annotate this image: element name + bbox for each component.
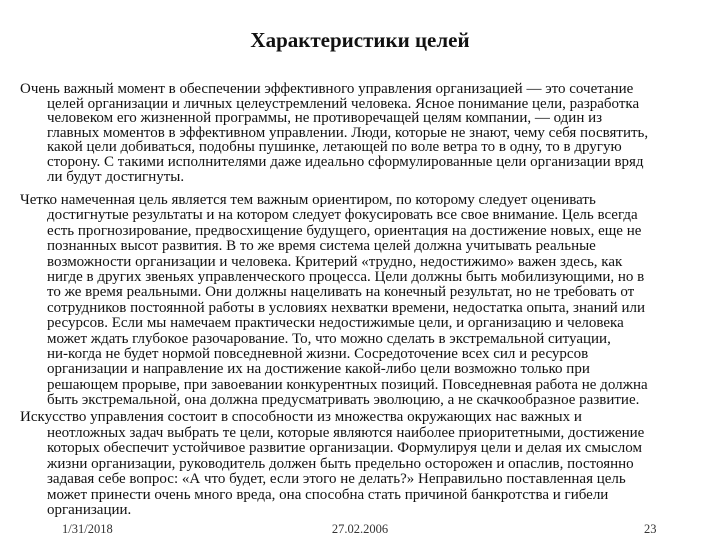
paragraph-line: решающем прорыве, при завоевании конкурентных позиций. Повседневная работа не должна	[47, 376, 648, 393]
footer-date-left: 1/31/2018	[62, 522, 113, 536]
paragraph-line: которых обеспечит устойчивое развитие организации. Формулируя цели и делая их смыслом	[47, 440, 642, 456]
paragraph-first-line: Четко намеченная цель является тем важным ориентиром, по которому следует оценивать	[20, 192, 596, 208]
paragraph-line: есть прогнозирование, предвосхищение будущего, ориентация на достижение новых, еще не	[47, 222, 642, 239]
slide-title: Характеристики целей	[250, 28, 470, 52]
paragraph-line: ли будут достигнуты.	[47, 168, 185, 185]
paragraph-line: главных моментов в эффективном управлении. Люди, которые не знают, чему себя посвятить,	[47, 124, 649, 141]
paragraph-first-line: Искусство управления состоит в способности из множества окружающих нас важных и	[20, 409, 582, 425]
footer-page-number: 23	[644, 522, 657, 536]
paragraph-line: то же время реальными. Они должны нацеливать на конечный результат, но не требовать от	[47, 284, 635, 301]
paragraph-line: сотрудников постоянной работы в условиях нехватки времени, недостатка опыта, знаний или	[47, 299, 646, 316]
paragraph-line: может принести очень много вреда, она способна стать причиной банкротства и гибели	[47, 486, 609, 503]
paragraph-line: целей организации и личных целеустремлений человека. Ясное понимание цели, разработка	[47, 95, 640, 112]
paragraph-line: достигнутые результаты и на котором следует фокусировать все свое внимание. Цель всегда	[47, 207, 638, 224]
paragraph-line: возможности организации и человека. Критерий «трудно, недостижимо» важен здесь, как	[47, 253, 623, 270]
paragraph-line: познанных высот развития. В то же время система целей должна учитывать реальные	[47, 238, 596, 255]
paragraph-line: организации.	[47, 502, 132, 518]
footer-date-center: 27.02.2006	[331, 522, 389, 536]
paragraph-line: ресурсов. Если мы намечаем практически недостижимые цели, и организацию и человека	[47, 315, 624, 332]
paragraph-line: неотложных задач выбрать те цели, которые являются наиболее приоритетными, достижение	[47, 424, 645, 441]
paragraph-first-line: Очень важный момент в обеспечении эффективного управления организацией — это сочетание	[20, 81, 634, 97]
paragraph-line: ни-когда не будет нормой повседневной жизни. Сосредоточение всех сил и ресурсов	[47, 346, 589, 362]
paragraph-line: задавая себе вопрос: «А что будет, если этого не делать?» Неправильно поставленная цель	[47, 471, 626, 487]
paragraph-line: нигде в других звеньях управленческого процесса. Цели должны быть мобилизующими, но в	[47, 269, 645, 285]
paragraph-line: организации и направление их на достижение какой-либо цели возможно только при	[47, 361, 590, 378]
paragraph-line: быть экстремальной, она должна предусматривать эволюцию, а не скачкообразное развитие.	[47, 392, 640, 409]
paragraph-line: может ждать глубокое разочарование. То, что можно сделать в экстремальной ситуации,	[47, 330, 611, 347]
paragraph-line: человеком его жизненной программы, не противоречащей целям компании, — один из	[47, 110, 603, 127]
paragraph-line: жизни организации, руководитель должен быть предельно осторожен и опаслив, постоянно	[47, 455, 634, 472]
paragraph-line: сторону. С такими исполнителями даже идеально сформулированные цели организации вряд	[47, 154, 644, 170]
paragraph-line: какой цели добиваться, подобны пушинке, летающей по воле ветра то в одну, то в другую	[47, 139, 622, 156]
